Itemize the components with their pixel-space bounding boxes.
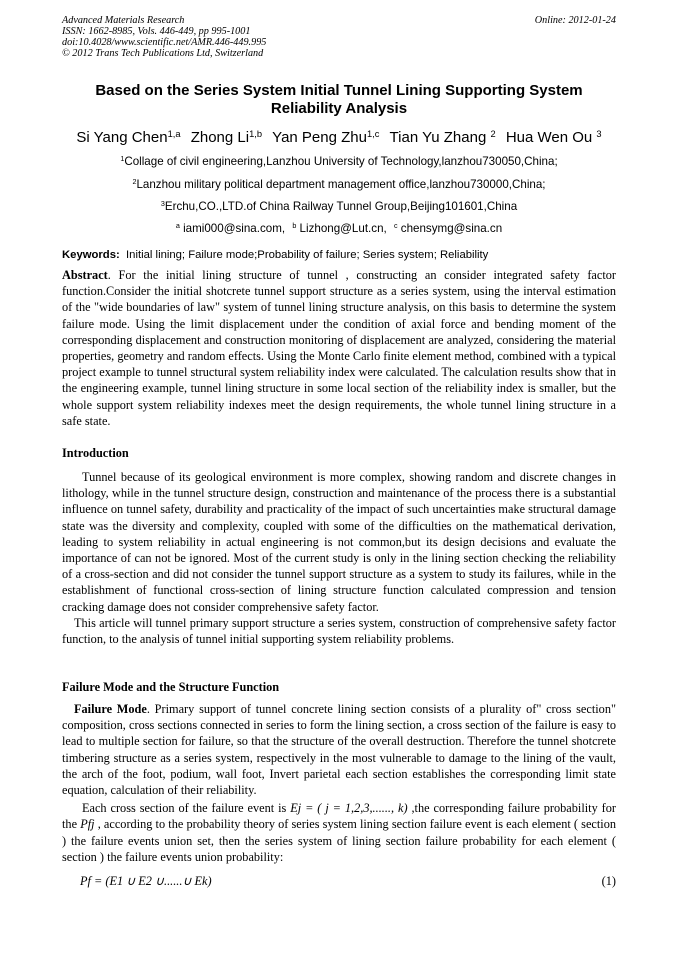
paragraph <box>62 800 616 865</box>
introduction-body <box>62 469 616 647</box>
issn-line: ISSN: 1662-8985, Vols. 446-449, pp 995-1001 <box>62 26 251 37</box>
affiliation <box>62 155 616 169</box>
author <box>272 129 379 146</box>
author-name: Yan Peng Zhu <box>272 129 367 146</box>
doi-line: doi:10.4028/www.scientific.net/AMR.446-449.995 <box>62 37 267 48</box>
affiliation-text: Collage of civil engineering,Lanzhou University of Technology,lanzhou730050,China; <box>124 155 558 168</box>
author-list <box>40 128 638 148</box>
email-text: Lizhong@Lut.cn, <box>299 222 387 235</box>
author-name: Zhong Li <box>190 129 250 146</box>
author-name: Hua Wen Ou <box>505 129 593 146</box>
author-sup: 1,c <box>366 128 380 139</box>
affiliation <box>62 200 616 214</box>
author-sup: 1,a <box>167 128 181 139</box>
inline-equation: Pfj <box>80 817 95 832</box>
email <box>292 222 386 235</box>
paragraph-text: ,the corresponding failure probability for the <box>62 801 616 832</box>
affiliation-sup: 2 <box>132 177 137 187</box>
keywords <box>62 248 616 262</box>
journal-name: Advanced Materials Research <box>62 15 185 26</box>
affiliation-text: Erchu,CO.,LTD.of China Railway Tunnel Group,Beijing101601,China <box>164 200 518 213</box>
inline-equation: Ej = ( j = 1,2,3,......, k) <box>290 801 408 816</box>
paragraph <box>62 701 616 798</box>
equation: Pf = (E1 ∪ E2 ∪......∪ Ek) <box>80 874 212 888</box>
abstract-text: . For the initial lining structure of tunnel , constructing an consider integrated safety factor function.Consider the initial shotcrete tunnel support structure as a series system, using the interval estimation of the "wide boundaries of law" system of tunnel lining structure analysis, on this basis to determine the system failure mode. Using the limit displacement under the condition of axial force and bending moment of the corresponding displacement and construction monitoring of displacement are analyzed, considering the material properties, geometry and random effects. Using the Monte Carlo finite element method, combined with a typical project example to tunnel structural system reliability index were calculated. The calculation results show that in the engineering example, tunnel lining structure in some local section of the reliability index is smaller, but the whole support system reliability indexes meet the design requirements, the whole tunnel lining structure in a safe state. <box>62 268 616 428</box>
title-line-2: Reliability Analysis <box>270 100 408 117</box>
email <box>394 222 502 235</box>
abstract <box>62 267 616 429</box>
failure-mode-body <box>62 701 616 865</box>
section-heading-introduction: Introduction <box>62 446 129 460</box>
affiliation-text: Lanzhou military political department management office,lanzhou730000,China; <box>136 178 546 191</box>
keywords-label: Keywords: <box>62 249 120 261</box>
email-text: chensymg@sina.cn <box>400 222 503 235</box>
author-sup: 3 <box>596 128 602 139</box>
abstract-label: Abstract <box>62 268 108 282</box>
title-line-1: Based on the Series System Initial Tunnel Lining Supporting System <box>95 82 583 99</box>
keywords-text: Initial lining; Failure mode;Probability of failure; Series system; Reliability <box>126 249 489 261</box>
equation-number: (1) <box>601 874 616 888</box>
author-name: Si Yang Chen <box>76 129 168 146</box>
copyright-line: © 2012 Trans Tech Publications Ltd, Switzerland <box>62 48 264 59</box>
equation-1 <box>80 873 616 889</box>
paragraph-text: Each cross section of the failure event is <box>82 801 287 816</box>
failure-mode-lead: Failure Mode <box>74 702 147 716</box>
email-sup: b <box>292 221 297 231</box>
author <box>76 129 180 146</box>
email-text: iami000@sina.com, <box>183 222 286 235</box>
author-name: Tian Yu Zhang <box>389 129 487 146</box>
email-sup: a <box>175 221 180 231</box>
online-date: Online: 2012-01-24 <box>534 15 616 26</box>
paragraph: Tunnel because of its geological environment is more complex, showing random and discrete changes in lithology, while in the tunnel structure design, construction and maintenance of the process there is a substantial influence on tunnel safety, durability and practicality of the impact of such uncertainties make structural damage state was the diversity and complexity, coupled with some of the difficulties on the mathematical derivation, leading to system reliability in actual engineering is not common,but its design decisions and evaluate the importance of can not be ignored. Most of the current study is only in the lining section checking the reliability of a cross-section and did not consider the tunnel support structure as a system to study its failures, while in the establishment of functional cross-section of lining structure function calculated compression and tension cracking damage does not consider comprehensive safety factor. <box>62 470 616 614</box>
email <box>176 222 285 235</box>
author <box>390 129 496 146</box>
journal-header <box>62 15 616 59</box>
affiliation-sup: 1 <box>120 154 125 164</box>
affiliation <box>62 178 616 192</box>
section-heading-failure-mode: Failure Mode and the Structure Function <box>62 680 280 694</box>
email-list <box>62 222 616 236</box>
email-sup: c <box>393 221 398 231</box>
author <box>191 129 262 146</box>
affiliation-sup: 3 <box>160 199 165 209</box>
paragraph-text: . Primary support of tunnel concrete lining section consists of a plurality of" cross section" composition, cross sections connected in series to form the lining section, a cross section of the failure is easy to lead to multiple section for failure, so that the structure of the overall destruction. Therefore the tunnel shotcrete timbering structure as a series system, respectively in the most vulnerable to damage to the lining of the vault, the arch of the foot, podium, wall foot, Invert parietal each section establishes the corresponding limit state equation, calculation of their reliability. <box>62 702 616 798</box>
author-sup: 2 <box>490 128 496 139</box>
paper-title <box>62 82 616 118</box>
author <box>506 129 602 146</box>
paragraph-text: , according to the probability theory of series system lining section failure event is each element ( section ) the failure events union set, then the series system of lining section failure probability for each element ( section ) the failure events union probability: <box>62 817 616 864</box>
author-sup: 1,b <box>249 128 262 139</box>
paragraph: This article will tunnel primary support structure a series system, construction of comprehensive safety factor function, to the analysis of tunnel initial supporting system reliability problems. <box>62 615 616 647</box>
